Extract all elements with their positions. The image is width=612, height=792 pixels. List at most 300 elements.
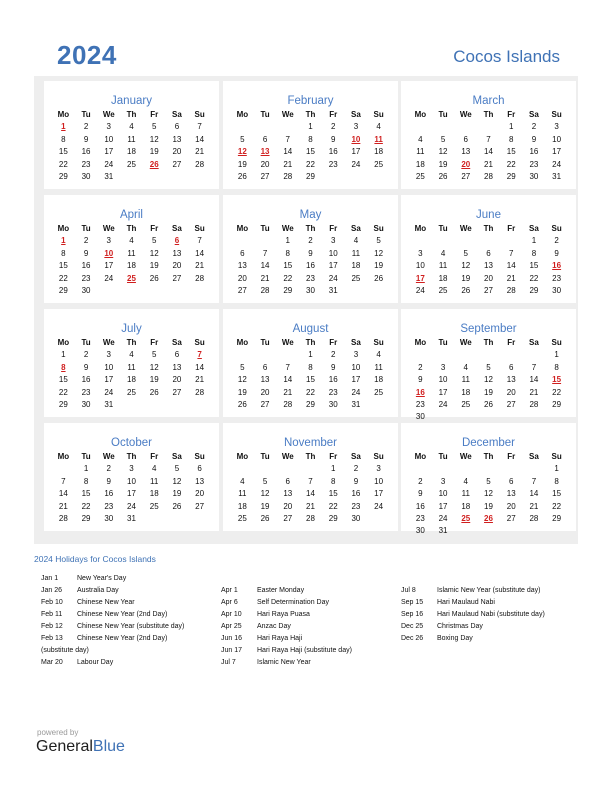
day-cell: 27	[484, 285, 493, 295]
day-cell: 5	[486, 362, 491, 372]
empty-cell	[409, 235, 432, 247]
day-cell: 8	[554, 476, 559, 486]
day-cell: 13	[195, 476, 205, 486]
day-cell: 18	[237, 501, 247, 511]
year-title: 2024	[57, 40, 117, 70]
day-cell: 24	[127, 501, 136, 511]
day-cell: 24	[104, 273, 114, 283]
weekday-header: Mo	[414, 224, 427, 233]
day-cell: 2	[83, 350, 89, 360]
day-cell: 26	[237, 171, 247, 181]
weekday-header: Fr	[329, 338, 338, 347]
day-cell: 5	[486, 476, 491, 486]
month-name: October	[111, 437, 152, 449]
day-cell: 18	[374, 147, 384, 157]
day-cell: 16	[328, 147, 338, 157]
day-cell: 2	[418, 362, 423, 372]
month-1	[223, 81, 398, 189]
day-cell: 19	[374, 261, 384, 271]
holiday-day: 26	[149, 159, 159, 169]
day-cell: 6	[197, 464, 202, 474]
empty-cell	[409, 121, 432, 133]
day-cell: 25	[149, 501, 159, 511]
powered-by-label: powered by	[37, 728, 79, 737]
day-cell: 7	[262, 248, 268, 258]
holiday-day: 26	[484, 513, 493, 523]
day-cell: 20	[237, 273, 247, 283]
day-cell: 8	[554, 362, 559, 372]
day-cell: 27	[506, 513, 516, 523]
day-cell: 11	[127, 134, 136, 144]
weekday-header: Su	[373, 452, 384, 461]
day-cell: 18	[461, 387, 471, 397]
empty-cell	[523, 463, 546, 475]
day-cell: 13	[172, 134, 182, 144]
weekday-header: Fr	[507, 452, 516, 461]
day-cell: 29	[306, 399, 315, 409]
day-grid	[401, 337, 576, 424]
day-cell: 29	[506, 171, 516, 181]
day-cell: 28	[529, 513, 539, 523]
month-3	[44, 195, 219, 303]
day-cell: 29	[552, 513, 562, 523]
day-cell: 1	[330, 464, 336, 474]
day-cell: 9	[554, 248, 559, 258]
day-cell: 3	[554, 122, 559, 132]
day-cell: 19	[438, 159, 448, 169]
day-cell: 9	[83, 248, 89, 258]
day-cell: 27	[172, 387, 182, 397]
holiday-date: Apr 6	[221, 599, 238, 606]
holiday-name: Christmas Day	[437, 623, 483, 630]
day-cell: 17	[374, 489, 384, 499]
day-grid	[223, 109, 398, 183]
day-cell: 3	[376, 464, 381, 474]
day-cell: 14	[529, 375, 539, 385]
weekday-header: We	[281, 110, 294, 119]
day-cell: 21	[306, 501, 315, 511]
weekday-header: Mo	[414, 452, 427, 461]
empty-cell	[432, 349, 455, 361]
holiday-name: Anzac Day	[257, 623, 291, 630]
day-cell: 11	[416, 147, 425, 157]
month-5	[401, 195, 576, 303]
month-8	[401, 309, 576, 422]
day-cell: 17	[552, 147, 562, 157]
day-cell: 14	[484, 147, 493, 157]
day-cell: 25	[461, 399, 471, 409]
weekday-header: Th	[483, 338, 494, 347]
month-name: March	[472, 95, 505, 107]
day-cell: 1	[61, 350, 66, 360]
day-cell: 20	[172, 261, 182, 271]
day-cell: 27	[260, 171, 270, 181]
day-cell: 10	[127, 476, 136, 486]
day-cell: 3	[418, 248, 423, 258]
day-cell: 22	[529, 273, 539, 283]
day-cell: 23	[552, 273, 562, 283]
holiday-day: 10	[351, 134, 361, 144]
day-cell: 10	[104, 362, 114, 372]
empty-cell	[454, 121, 477, 133]
day-cell: 30	[81, 171, 91, 181]
day-cell: 18	[351, 261, 361, 271]
day-cell: 20	[260, 387, 270, 397]
day-cell: 19	[149, 147, 159, 157]
day-cell: 28	[195, 387, 205, 397]
day-cell: 25	[127, 159, 136, 169]
day-cell: 3	[353, 350, 359, 360]
day-cell: 24	[415, 285, 425, 295]
day-cell: 5	[240, 134, 245, 144]
day-cell: 12	[438, 147, 448, 157]
day-cell: 17	[351, 147, 361, 157]
weekday-header: Th	[483, 110, 494, 119]
holiday-date: Sep 15	[401, 599, 424, 606]
day-cell: 26	[237, 399, 247, 409]
weekday-header: We	[281, 224, 294, 233]
holiday-date: (substitute day)	[41, 647, 89, 654]
day-cell: 21	[260, 273, 270, 283]
day-cell: 10	[374, 476, 384, 486]
month-name: August	[292, 323, 329, 335]
day-cell: 11	[127, 362, 136, 372]
day-cell: 5	[376, 236, 381, 246]
day-cell: 21	[484, 159, 493, 169]
day-cell: 13	[484, 261, 493, 271]
holiday-name: Hari Raya Puasa	[257, 611, 310, 618]
weekday-header: We	[281, 452, 294, 461]
day-cell: 14	[306, 489, 315, 499]
weekday-header: Mo	[236, 224, 249, 233]
weekday-header: Sa	[172, 224, 182, 233]
weekday-header: Su	[551, 452, 562, 461]
day-cell: 11	[127, 248, 136, 258]
holiday-date: Feb 11	[41, 611, 63, 618]
day-cell: 8	[531, 248, 537, 258]
weekday-header: Sa	[529, 452, 539, 461]
weekday-header: Tu	[260, 224, 270, 233]
day-cell: 21	[283, 159, 293, 169]
day-cell: 12	[260, 489, 270, 499]
day-cell: 6	[508, 476, 514, 486]
holiday-day: 7	[197, 350, 202, 360]
day-cell: 4	[463, 476, 468, 486]
day-cell: 13	[172, 248, 182, 258]
day-cell: 17	[438, 501, 448, 511]
day-cell: 9	[106, 476, 111, 486]
day-cell: 24	[552, 159, 562, 169]
day-cell: 18	[127, 375, 136, 385]
day-cell: 23	[81, 387, 91, 397]
day-cell: 23	[351, 501, 361, 511]
weekday-header: Th	[305, 338, 316, 347]
weekday-header: We	[459, 452, 472, 461]
day-cell: 30	[328, 399, 338, 409]
day-cell: 28	[260, 285, 270, 295]
day-cell: 25	[415, 171, 425, 181]
empty-cell	[454, 349, 477, 361]
holiday-date: Feb 10	[41, 599, 63, 606]
day-cell: 16	[529, 147, 539, 157]
weekday-header: Sa	[529, 224, 539, 233]
day-cell: 22	[328, 501, 338, 511]
day-cell: 9	[531, 134, 537, 144]
day-grid	[44, 223, 219, 297]
day-cell: 17	[104, 261, 114, 271]
day-cell: 7	[285, 134, 290, 144]
day-cell: 1	[554, 350, 559, 360]
day-cell: 5	[151, 236, 157, 246]
day-cell: 7	[61, 476, 66, 486]
day-cell: 10	[438, 489, 448, 499]
day-cell: 21	[195, 375, 205, 385]
holiday-name: Self Determination Day	[257, 599, 329, 606]
weekday-header: Su	[373, 224, 384, 233]
day-cell: 2	[554, 236, 559, 246]
empty-cell	[254, 235, 277, 247]
day-cell: 18	[149, 489, 159, 499]
empty-cell	[477, 349, 500, 361]
day-grid	[223, 451, 398, 525]
day-cell: 16	[81, 261, 91, 271]
day-cell: 22	[58, 273, 68, 283]
day-cell: 26	[260, 513, 270, 523]
day-cell: 13	[172, 362, 182, 372]
weekday-header: Sa	[351, 338, 361, 347]
day-cell: 19	[149, 375, 159, 385]
day-cell: 12	[149, 362, 159, 372]
month-name: April	[119, 209, 143, 221]
generalblue-logo[interactable]	[36, 738, 125, 756]
day-cell: 23	[104, 501, 114, 511]
holiday-name: Hari Raya Haji	[257, 635, 303, 642]
month-7	[223, 309, 398, 417]
day-cell: 10	[552, 134, 562, 144]
holiday-date: Feb 13	[41, 635, 63, 642]
day-cell: 27	[260, 399, 270, 409]
weekday-header: Su	[551, 224, 562, 233]
empty-cell	[500, 463, 523, 475]
day-cell: 16	[415, 501, 425, 511]
day-cell: 17	[104, 147, 114, 157]
day-cell: 8	[285, 248, 290, 258]
weekday-header: Th	[126, 110, 137, 119]
day-cell: 4	[129, 350, 134, 360]
weekday-header: Tu	[81, 452, 91, 461]
day-cell: 3	[353, 122, 359, 132]
day-cell: 14	[195, 248, 205, 258]
day-cell: 30	[415, 412, 425, 422]
holiday-date: Jan 1	[41, 575, 59, 582]
holiday-date: Jul 8	[401, 587, 416, 594]
empty-cell	[500, 349, 523, 361]
day-cell: 1	[308, 122, 313, 132]
day-cell: 14	[195, 362, 205, 372]
holiday-date: Jun 16	[221, 635, 243, 642]
day-cell: 15	[506, 147, 516, 157]
weekday-header: Fr	[507, 338, 516, 347]
day-grid	[44, 337, 219, 411]
weekday-header: Th	[483, 224, 494, 233]
empty-cell	[276, 463, 299, 475]
weekday-header: Fr	[150, 338, 159, 347]
empty-cell	[454, 463, 477, 475]
day-cell: 5	[151, 122, 157, 132]
day-cell: 23	[81, 159, 91, 169]
day-cell: 24	[438, 399, 448, 409]
weekday-header: Tu	[438, 338, 448, 347]
empty-cell	[231, 235, 254, 247]
day-cell: 6	[508, 362, 514, 372]
weekday-header: Th	[305, 452, 316, 461]
day-cell: 7	[508, 248, 514, 258]
day-cell: 19	[149, 261, 159, 271]
day-grid	[401, 223, 576, 297]
day-cell: 16	[351, 489, 361, 499]
holiday-name: Hari Maulaud Nabi (substitute day)	[437, 611, 545, 618]
weekday-header: Mo	[236, 338, 249, 347]
day-cell: 23	[81, 273, 91, 283]
weekday-header: Tu	[81, 224, 91, 233]
day-cell: 11	[461, 489, 470, 499]
holiday-name: Chinese New Year (2nd Day)	[77, 635, 168, 642]
day-cell: 23	[415, 513, 425, 523]
weekday-header: Fr	[150, 224, 159, 233]
day-cell: 3	[440, 362, 446, 372]
holiday-name: Chinese New Year	[77, 599, 135, 606]
empty-cell	[432, 235, 455, 247]
calendar-grid	[34, 76, 578, 544]
weekday-header: We	[102, 452, 115, 461]
day-cell: 2	[330, 122, 336, 132]
day-cell: 20	[506, 501, 516, 511]
weekday-header: Su	[373, 110, 384, 119]
empty-cell	[454, 235, 477, 247]
holiday-day: 6	[174, 236, 180, 246]
day-cell: 29	[58, 171, 68, 181]
day-cell: 29	[58, 285, 68, 295]
day-cell: 3	[106, 350, 111, 360]
holiday-day: 17	[415, 273, 425, 283]
day-cell: 13	[506, 489, 516, 499]
weekday-header: Mo	[57, 224, 70, 233]
holiday-day: 25	[461, 513, 471, 523]
day-cell: 14	[283, 147, 293, 157]
holiday-name: Boxing Day	[437, 635, 473, 642]
day-cell: 15	[529, 261, 539, 271]
weekday-header: We	[459, 110, 472, 119]
day-cell: 19	[172, 489, 182, 499]
empty-cell	[231, 121, 254, 133]
day-cell: 18	[127, 147, 136, 157]
day-cell: 22	[306, 387, 315, 397]
empty-cell	[432, 121, 455, 133]
weekday-header: Su	[373, 338, 384, 347]
day-cell: 24	[104, 159, 114, 169]
holiday-day: 10	[104, 248, 114, 258]
day-cell: 1	[308, 350, 313, 360]
day-cell: 22	[58, 159, 68, 169]
day-cell: 1	[285, 236, 290, 246]
weekday-header: Mo	[236, 452, 249, 461]
weekday-header: Th	[126, 452, 137, 461]
day-cell: 29	[552, 399, 562, 409]
day-cell: 21	[283, 387, 293, 397]
weekday-header: Th	[305, 224, 316, 233]
day-cell: 27	[172, 273, 182, 283]
day-cell: 16	[104, 489, 114, 499]
day-cell: 27	[237, 285, 247, 295]
day-cell: 17	[351, 375, 361, 385]
day-cell: 1	[554, 464, 559, 474]
day-cell: 9	[418, 489, 423, 499]
day-cell: 4	[129, 122, 134, 132]
day-cell: 7	[197, 236, 202, 246]
day-cell: 2	[308, 236, 313, 246]
day-cell: 29	[328, 513, 338, 523]
empty-cell	[500, 235, 523, 247]
day-cell: 6	[285, 476, 290, 486]
holiday-name: New Year's Day	[77, 575, 127, 582]
empty-cell	[276, 349, 299, 361]
day-cell: 17	[328, 261, 338, 271]
day-cell: 24	[104, 387, 114, 397]
day-cell: 10	[351, 362, 361, 372]
day-cell: 26	[461, 285, 471, 295]
day-cell: 22	[552, 501, 562, 511]
holiday-day: 12	[237, 147, 247, 157]
day-cell: 22	[552, 387, 562, 397]
day-cell: 21	[529, 501, 539, 511]
day-cell: 6	[463, 134, 468, 144]
holiday-day: 16	[415, 387, 425, 397]
day-cell: 14	[195, 134, 205, 144]
day-grid	[401, 451, 576, 538]
day-cell: 6	[486, 248, 491, 258]
day-cell: 2	[531, 122, 537, 132]
day-cell: 11	[351, 248, 361, 258]
day-cell: 15	[58, 375, 68, 385]
day-cell: 8	[308, 362, 313, 372]
empty-cell	[231, 463, 254, 475]
day-cell: 13	[260, 375, 270, 385]
day-cell: 7	[531, 476, 537, 486]
day-cell: 21	[529, 387, 539, 397]
day-cell: 31	[104, 171, 114, 181]
day-cell: 30	[104, 513, 114, 523]
day-cell: 31	[328, 285, 338, 295]
day-grid	[44, 451, 219, 525]
empty-cell	[254, 121, 277, 133]
holiday-day: 20	[461, 159, 471, 169]
day-cell: 27	[195, 501, 205, 511]
weekday-header: We	[459, 224, 472, 233]
holiday-date: Mar 20	[41, 659, 63, 666]
day-cell: 19	[260, 501, 270, 511]
weekday-header: Tu	[438, 110, 448, 119]
holiday-day: 1	[61, 122, 66, 132]
day-cell: 19	[237, 387, 247, 397]
day-cell: 11	[461, 375, 470, 385]
weekday-header: Th	[126, 224, 137, 233]
day-cell: 3	[330, 236, 336, 246]
weekday-header: Th	[126, 338, 137, 347]
weekday-header: Mo	[57, 452, 70, 461]
holiday-name: Hari Raya Haji (substitute day)	[257, 647, 352, 654]
weekday-header: We	[102, 110, 115, 119]
holiday-name: Australia Day	[77, 587, 119, 594]
